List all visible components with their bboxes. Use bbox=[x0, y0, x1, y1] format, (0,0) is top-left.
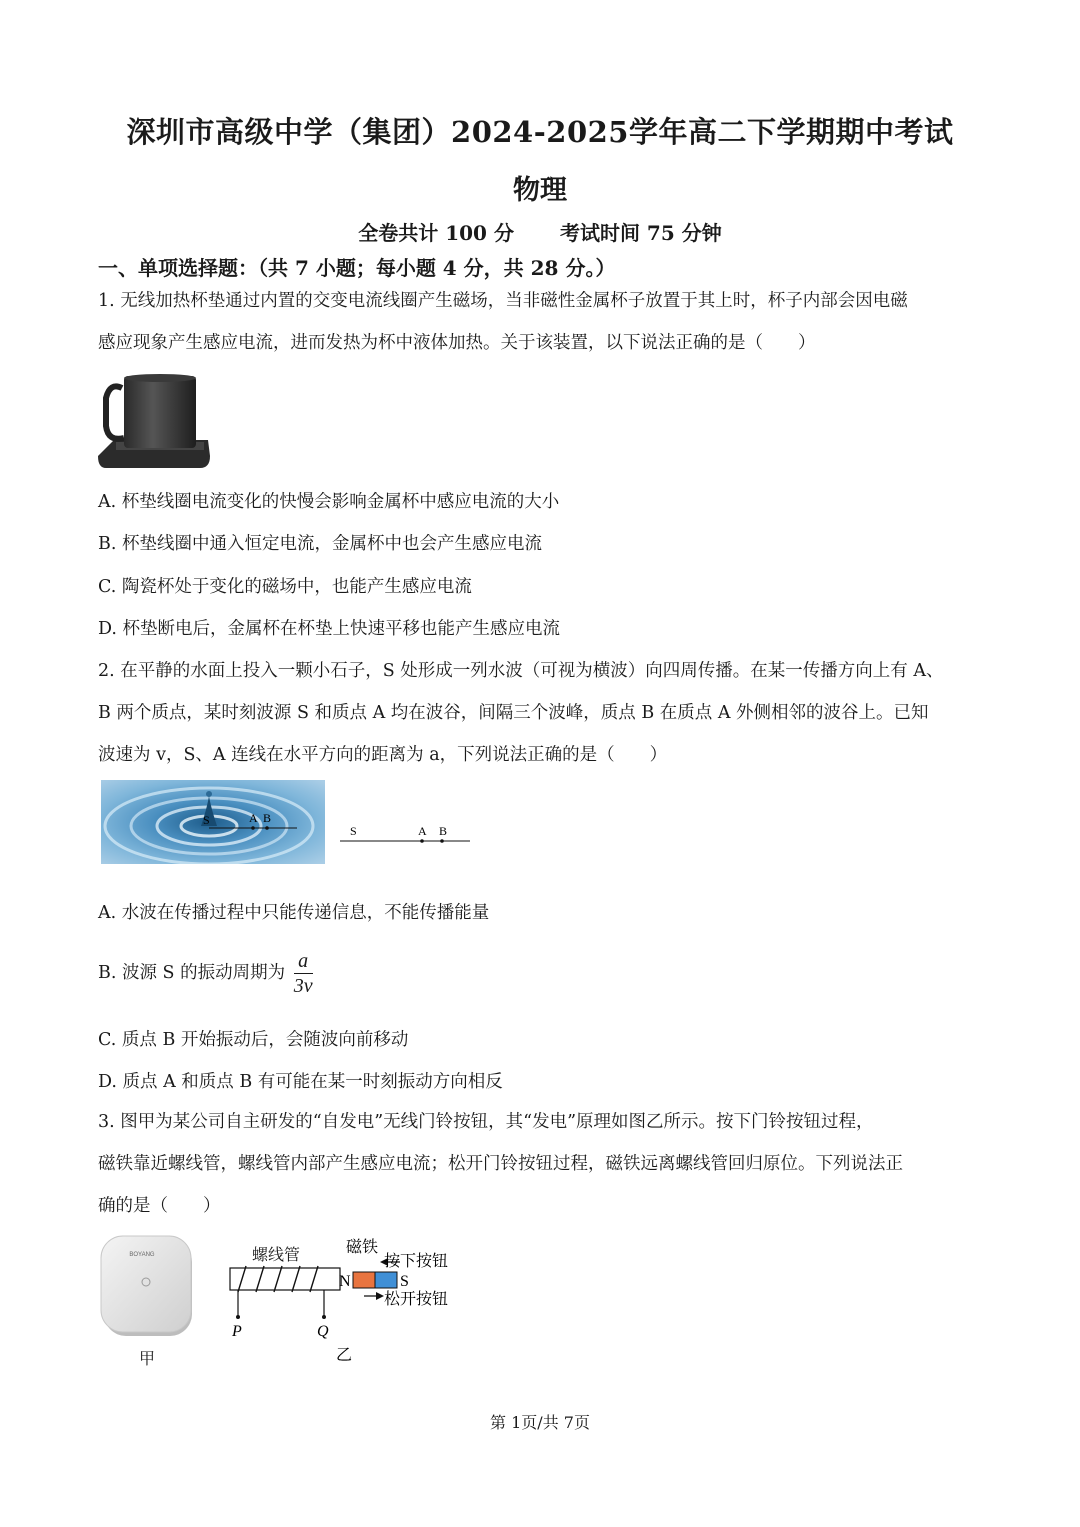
q2-line-1: 2. 在平静的水面上投入一颗小石子，S 处形成一列水波（可视为横波）向四周传播。在某一传播方向上有 A、 bbox=[98, 661, 944, 681]
photo-label-a: A bbox=[249, 811, 258, 825]
total-score: 全卷共计 100 分 bbox=[358, 221, 514, 245]
q1-line-2: 感应现象产生感应电流，进而发热为杯中液体加热。关于该装置，以下说法正确的是（ ） bbox=[98, 333, 816, 353]
q3-line-2: 磁铁靠近螺线管，螺线管内部产生感应电流；松开门铃按钮过程，磁铁远离螺线管回归原位。下列说法正 bbox=[98, 1154, 903, 1174]
photo-label-b: B bbox=[263, 811, 272, 825]
exam-title: 深圳市高级中学（集团）2024-2025学年高二下学期期中考试 bbox=[126, 115, 954, 149]
magnet-south bbox=[375, 1272, 397, 1288]
caption-jia: 甲 bbox=[139, 1349, 156, 1368]
q2-option-b-text: B. 波源 S 的振动周期为 bbox=[98, 963, 286, 983]
magnet-n-label: N bbox=[339, 1273, 351, 1290]
q2-option-b bbox=[98, 949, 313, 998]
question-1-stem bbox=[98, 280, 988, 364]
q1-option-c: C. 陶瓷杯处于变化的磁场中，也能产生感应电流 bbox=[98, 577, 472, 597]
solenoid-tube bbox=[230, 1268, 340, 1290]
label-a: A bbox=[418, 824, 427, 838]
question-2-stem bbox=[98, 650, 988, 776]
q3-line-1: 3. 图甲为某公司自主研发的“自发电”无线门铃按钮，其“发电”原理如图乙所示。按下门铃按钮过程， bbox=[98, 1112, 874, 1132]
label-p: P bbox=[232, 1323, 242, 1340]
magnet-north bbox=[353, 1272, 375, 1288]
point-b bbox=[440, 839, 444, 843]
coil-windings bbox=[238, 1266, 318, 1292]
cup-warmer-image bbox=[96, 368, 214, 472]
exam-time: 考试时间 75 分钟 bbox=[559, 221, 722, 245]
label-s: S bbox=[350, 824, 357, 838]
solenoid-magnet-diagram bbox=[222, 1236, 462, 1366]
water-ripple-photo bbox=[101, 780, 325, 864]
fraction-numerator: a bbox=[294, 949, 313, 974]
magnet-s-label: S bbox=[400, 1273, 409, 1290]
section-heading: 一、单项选择题：（共 7 小题；每小题 4 分，共 28 分。） bbox=[98, 256, 616, 280]
q1-option-d: D. 杯垫断电后，金属杯在杯垫上快速平移也能产生感应电流 bbox=[98, 619, 561, 639]
q3-line-3: 确的是（ ） bbox=[98, 1196, 221, 1216]
label-q: Q bbox=[317, 1323, 329, 1340]
page-number: 第 1页/共 7页 bbox=[490, 1413, 590, 1432]
doorbell-button-image bbox=[98, 1234, 198, 1342]
q1-option-b: B. 杯垫线圈中通入恒定电流，金属杯中也会产生感应电流 bbox=[98, 534, 542, 554]
solenoid-label: 螺线管 bbox=[252, 1245, 301, 1264]
subject-title: 物理 bbox=[513, 175, 567, 206]
q2-option-c: C. 质点 B 开始振动后，会随波向前移动 bbox=[98, 1030, 409, 1050]
release-arrow bbox=[376, 1292, 384, 1300]
point-a bbox=[420, 839, 424, 843]
fraction-denominator: 3v bbox=[293, 975, 313, 997]
release-label: 松开按钮 bbox=[384, 1289, 449, 1308]
terminal-p bbox=[236, 1315, 240, 1319]
question-3-stem bbox=[98, 1101, 988, 1227]
photo-label-s: S bbox=[203, 813, 210, 827]
q1-line-1: 1. 无线加热杯垫通过内置的交变电流线圈产生磁场，当非磁性金属杯子放置于其上时，杯子内部会因电磁 bbox=[98, 291, 908, 311]
label-b: B bbox=[439, 824, 448, 838]
brand-label: BOYANG bbox=[129, 1252, 155, 1258]
terminal-q bbox=[322, 1315, 326, 1319]
period-fraction bbox=[294, 949, 313, 998]
magnet-label: 磁铁 bbox=[346, 1237, 379, 1256]
q2-line-3: 波速为 v，S、A 连线在水平方向的距离为 a，下列说法正确的是（ ） bbox=[98, 745, 668, 765]
q2-option-a: A. 水波在传播过程中只能传递信息，不能传播能量 bbox=[98, 903, 490, 923]
q2-line-2: B 两个质点，某时刻波源 S 和质点 A 均在波谷，间隔三个波峰，质点 B 在质点 A 外侧相邻的波谷上。已知 bbox=[98, 703, 929, 723]
caption-yi: 乙 bbox=[336, 1345, 353, 1364]
wave-line-diagram bbox=[338, 820, 472, 850]
q1-option-a: A. 杯垫线圈电流变化的快慢会影响金属杯中感应电流的大小 bbox=[98, 492, 560, 512]
exam-meta bbox=[0, 217, 1080, 246]
press-label: 按下按钮 bbox=[384, 1251, 449, 1270]
q2-option-d: D. 质点 A 和质点 B 有可能在某一时刻振动方向相反 bbox=[98, 1072, 503, 1092]
